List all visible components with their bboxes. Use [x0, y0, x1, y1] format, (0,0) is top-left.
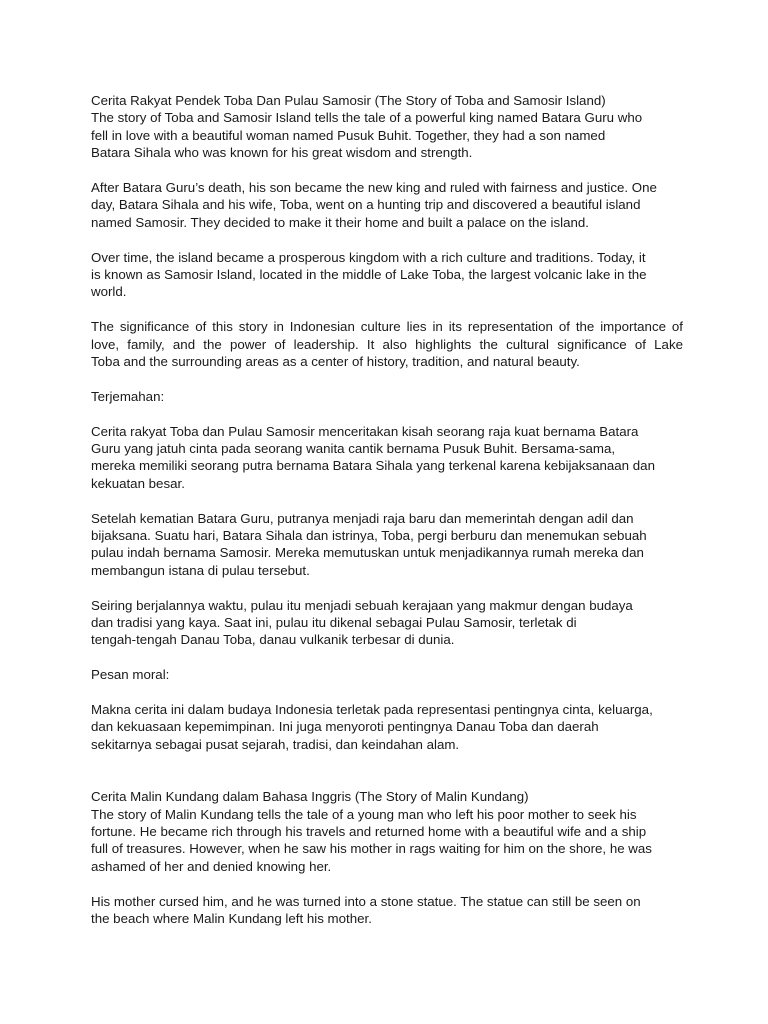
text-line: The story of Toba and Samosir Island tells the tale of a powerful king named Batara Guru who [91, 110, 643, 126]
paragraph-terjemahan-kerajaan [91, 597, 683, 649]
text-line: membangun istana di pulau tersebut. [91, 562, 310, 578]
text-line: Batara Sihala who was known for his great wisdom and strength. [91, 145, 473, 161]
paragraph-toba-significance [91, 318, 683, 370]
text-line: world. [91, 284, 127, 300]
text-line: Cerita rakyat Toba dan Pulau Samosir menceritakan kisah seorang raja kuat bernama Batara [91, 423, 639, 439]
heading-pesan-moral [91, 666, 683, 683]
section-label: Terjemahan: [91, 388, 165, 404]
text-line: pulau indah bernama Samosir. Mereka memutuskan untuk menjadikannya rumah mereka dan [91, 545, 644, 561]
text-line: day, Batara Sihala and his wife, Toba, went on a hunting trip and discovered a beautiful island [91, 197, 641, 213]
paragraph-pesan-moral [91, 701, 683, 753]
document-page [91, 92, 683, 945]
story-title-toba: Cerita Rakyat Pendek Toba Dan Pulau Samosir (The Story of Toba and Samosir Island) [91, 93, 606, 108]
text-line: Setelah kematian Batara Guru, putranya menjadi raja baru dan memerintah dengan adil dan [91, 510, 634, 526]
text-line: named Samosir. They decided to make it their home and built a palace on the island. [91, 214, 589, 230]
text-line: tengah-tengah Danau Toba, danau vulkanik terbesar di dunia. [91, 632, 455, 648]
text-line: mereka memiliki seorang putra bernama Batara Sihala yang terkenal karena kebijaksanaan dan [91, 458, 655, 474]
text-line: Toba and the surrounding areas as a center of history, tradition, and natural beauty. [91, 354, 580, 370]
paragraph-terjemahan-raja [91, 510, 683, 580]
text-line: Seiring berjalannya waktu, pulau itu menjadi sebuah kerajaan yang makmur dengan budaya [91, 597, 633, 613]
text-line: Makna cerita ini dalam budaya Indonesia terletak pada representasi pentingnya cinta, keluarga, [91, 702, 653, 718]
text-line: ashamed of her and denied knowing her. [91, 858, 332, 874]
text-line: bijaksana. Suatu hari, Batara Sihala dan istrinya, Toba, pergi berburu dan menemukan sebuah [91, 528, 647, 544]
text-line: dan tradisi yang kaya. Saat ini, pulau itu dikenal sebagai Pulau Samosir, terletak di [91, 615, 577, 631]
paragraph-toba-king [91, 179, 683, 231]
text-line: kekuatan besar. [91, 475, 185, 491]
paragraph-malin-curse [91, 893, 683, 928]
text-line: full of treasures. However, when he saw his mother in rags waiting for him on the shore, he was [91, 841, 652, 857]
text-line: After Batara Guru’s death, his son became the new king and ruled with fairness and justice. One [91, 180, 657, 196]
text-line: sekitarnya sebagai pusat sejarah, tradisi, dan keindahan alam. [91, 736, 460, 752]
text-line: fell in love with a beautiful woman named Pusuk Buhit. Together, they had a son named [91, 127, 606, 143]
paragraph-terjemahan-intro [91, 423, 683, 493]
heading-terjemahan [91, 388, 683, 405]
text-line: The story of Malin Kundang tells the tale of a young man who left his poor mother to seek his [91, 806, 637, 822]
paragraph-malin-intro [91, 788, 683, 875]
text-line: fortune. He became rich through his travels and returned home with a beautiful wife and a ship [91, 823, 647, 839]
text-line: the beach where Malin Kundang left his mother. [91, 910, 372, 926]
paragraph-toba-intro [91, 92, 683, 162]
text-line: Over time, the island became a prosperous kingdom with a rich culture and traditions. Today, it [91, 249, 646, 265]
text-line: Guru yang jatuh cinta pada seorang wanita cantik bernama Pusuk Buhit. Bersama-sama, [91, 441, 616, 457]
text-line: dan kekuasaan kepemimpinan. Ini juga menyoroti pentingnya Danau Toba dan daerah [91, 719, 599, 735]
text-line: love, family, and the power of leadership. It also highlights the cultural significance of Lake [91, 336, 683, 352]
paragraph-toba-kingdom [91, 249, 683, 301]
section-label: Pesan moral: [91, 667, 170, 683]
text-line: His mother cursed him, and he was turned into a stone statue. The statue can still be seen on [91, 893, 641, 909]
text-line: The significance of this story in Indonesian culture lies in its representation of the importance of [91, 319, 683, 335]
story-title-malin: Cerita Malin Kundang dalam Bahasa Inggris (The Story of Malin Kundang) [91, 789, 529, 805]
text-line: is known as Samosir Island, located in the middle of Lake Toba, the largest volcanic lake in the [91, 267, 647, 283]
